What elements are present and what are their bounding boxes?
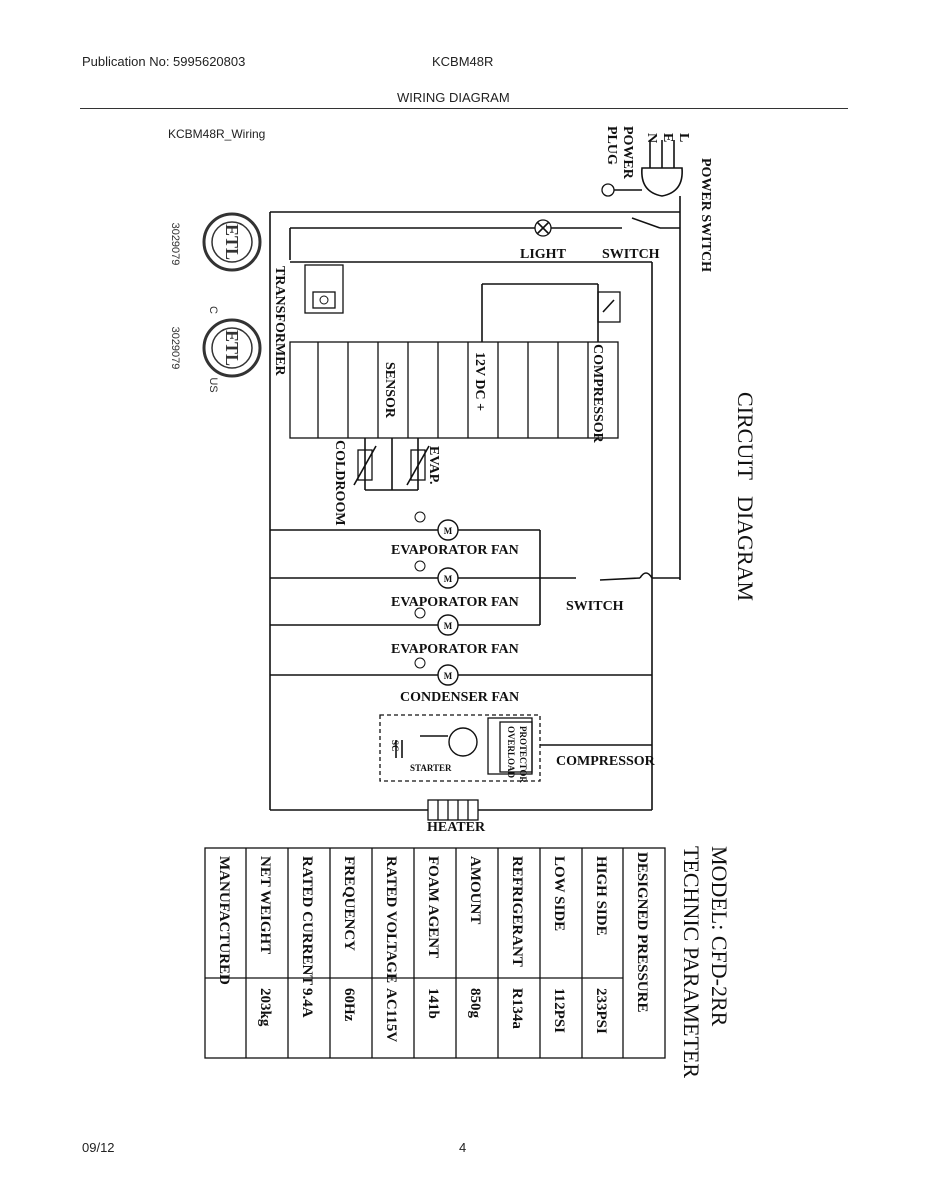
param-value-foam-agent: 141b xyxy=(425,988,441,1019)
circuit-wires xyxy=(270,196,680,810)
footer-page-number: 4 xyxy=(459,1140,467,1155)
param-value-refrigerant: R134a xyxy=(509,988,525,1029)
plug-label-power: POWER xyxy=(620,126,635,179)
condenser-fan-motor xyxy=(415,658,458,685)
fan-label-3: EVAPORATOR FAN xyxy=(391,642,519,657)
svg-text:ETL: ETL xyxy=(222,223,242,261)
circuit-title-word1: CIRCUIT xyxy=(733,392,758,480)
svg-text:M: M xyxy=(443,526,453,536)
svg-text:ETL: ETL xyxy=(222,329,242,367)
param-value-net-weight: 203kg xyxy=(257,988,273,1027)
param-value-low-side: 112PSI xyxy=(551,988,567,1034)
sensor-thermistors xyxy=(354,438,429,490)
param-label-low-side: LOW SIDE xyxy=(551,856,567,932)
param-label-frequency: FREQUENCY xyxy=(341,856,357,952)
designed-pressure-label: DESIGNED PRESSURE xyxy=(634,852,650,1013)
etl-cert-mark-2 xyxy=(204,320,260,376)
evaporator-fan-motor-2 xyxy=(415,561,458,588)
compressor-label: COMPRESSOR xyxy=(556,754,655,769)
sc-label: SC xyxy=(390,740,400,752)
dc-supply-label: 12V DC + xyxy=(472,352,487,412)
plug-label-n: N xyxy=(644,133,659,144)
cert-number-2: 3029079 xyxy=(169,326,181,370)
transformer-symbol xyxy=(305,265,343,313)
svg-text:M: M xyxy=(443,621,453,631)
model-number: KCBM48R xyxy=(432,54,494,69)
switch-label-top: SWITCH xyxy=(602,247,660,262)
switch-label-fan: SWITCH xyxy=(566,599,624,614)
model-line: MODEL: CFD-2RR xyxy=(707,846,732,1027)
fan-label-condenser: CONDENSER FAN xyxy=(400,690,520,705)
light-symbol xyxy=(535,220,551,236)
param-label-amount: AMOUNT xyxy=(467,856,483,925)
evaporator-fan-motor-1 xyxy=(415,512,458,540)
transformer-label: TRANSFORMER xyxy=(272,266,287,376)
circuit-title-word2: DIAGRAM xyxy=(733,496,758,602)
coldroom-label: COLDROOM xyxy=(332,440,347,526)
param-label-foam-agent: FOAM AGENT xyxy=(425,856,441,959)
diagram-file-label: KCBM48R_Wiring xyxy=(168,127,266,141)
param-label-refrigerant: REFRIGERANT xyxy=(509,856,525,967)
param-value-frequency: 60Hz xyxy=(341,988,357,1022)
plug-label-plug: PLUG xyxy=(604,126,619,165)
plug-label-l: L xyxy=(676,133,691,143)
param-value-rated-voltage: AC115V xyxy=(383,988,399,1043)
svg-text:M: M xyxy=(443,574,453,584)
page-title: WIRING DIAGRAM xyxy=(397,90,510,105)
param-label-net-weight: NET WEIGHT xyxy=(257,856,273,955)
overload-label-2: PROTECTOR xyxy=(518,726,528,783)
starter-label: STARTER xyxy=(410,763,452,773)
footer-date: 09/12 xyxy=(82,1140,115,1155)
param-label-high-side: HIGH SIDE xyxy=(593,856,609,936)
svg-text:M: M xyxy=(443,671,453,681)
param-label-manufactured: MANUFACTURED xyxy=(216,856,232,985)
technic-parameter-line: TECHNIC PARAMETER xyxy=(679,846,704,1079)
evap-label: EVAP. xyxy=(426,446,441,485)
cert-c-mark: C xyxy=(207,306,219,314)
fan-label-1: EVAPORATOR FAN xyxy=(391,543,519,558)
param-label-rated-current: RATED CURRENT xyxy=(299,856,315,986)
param-value-rated-current: 9.4A xyxy=(299,988,315,1018)
relay-symbol xyxy=(598,292,620,322)
evaporator-fan-motor-3 xyxy=(415,608,458,635)
overload-label-1: OVERLOAD xyxy=(506,726,516,779)
heater-label: HEATER xyxy=(427,820,486,835)
sensor-label: SENSOR xyxy=(382,362,397,419)
param-value-amount: 850g xyxy=(467,988,483,1018)
compressor-terminal-label: COMPRESSOR xyxy=(590,344,605,443)
cert-us-mark: US xyxy=(207,377,219,393)
plug-label-e: E xyxy=(660,133,675,143)
power-switch-label: POWER SWITCH xyxy=(698,158,713,272)
etl-cert-mark-1 xyxy=(204,214,260,270)
fan-label-2: EVAPORATOR FAN xyxy=(391,595,519,610)
cert-number-1: 3029079 xyxy=(169,222,181,266)
publication-number: Publication No: 5995620803 xyxy=(82,54,246,69)
param-value-high-side: 233PSI xyxy=(593,988,609,1034)
controller-board xyxy=(290,342,618,438)
param-label-rated-voltage: RATED VOLTAGE xyxy=(383,856,399,984)
heater-symbol xyxy=(428,800,478,820)
light-label: LIGHT xyxy=(520,247,566,262)
